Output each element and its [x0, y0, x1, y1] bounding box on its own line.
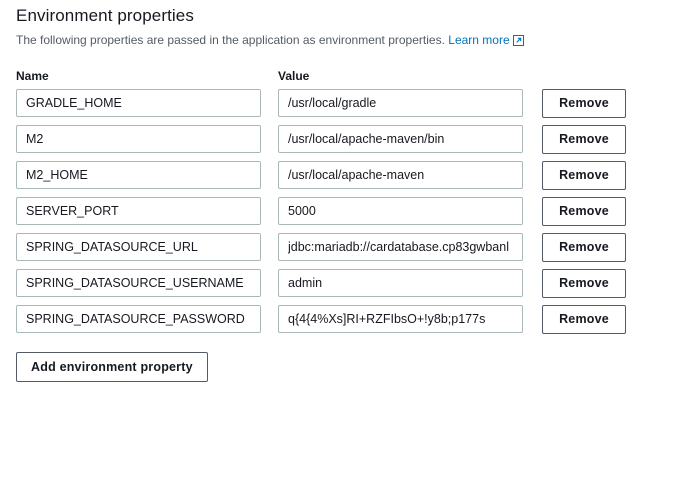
table-row [16, 269, 675, 298]
external-link-icon [513, 34, 524, 51]
property-value-input[interactable] [278, 89, 523, 117]
table-row [16, 161, 675, 190]
table-row [16, 233, 675, 262]
property-value-input[interactable] [278, 197, 523, 225]
remove-button[interactable]: Remove [542, 125, 626, 154]
property-name-input[interactable] [16, 305, 261, 333]
description-text: The following properties are passed in the application as environment properties. [16, 33, 445, 47]
property-value-input[interactable] [278, 161, 523, 189]
property-name-input[interactable] [16, 233, 261, 261]
property-name-input[interactable] [16, 269, 261, 297]
property-value-input[interactable] [278, 233, 523, 261]
property-name-input[interactable] [16, 197, 261, 225]
column-header-value: Value [278, 68, 310, 83]
table-row [16, 125, 675, 154]
learn-more-link[interactable]: Learn more [448, 33, 510, 47]
panel-description [16, 32, 675, 51]
property-value-input[interactable] [278, 269, 523, 297]
property-name-input[interactable] [16, 125, 261, 153]
property-value-input[interactable] [278, 305, 523, 333]
property-name-input[interactable] [16, 161, 261, 189]
table-column-headers [16, 69, 675, 83]
page-title: Environment properties [16, 6, 194, 25]
environment-properties-list [16, 89, 675, 334]
property-name-input[interactable] [16, 89, 261, 117]
table-row [16, 197, 675, 226]
table-row [16, 89, 675, 118]
remove-button[interactable]: Remove [542, 305, 626, 334]
table-row [16, 305, 675, 334]
remove-button[interactable]: Remove [542, 161, 626, 190]
column-header-name: Name [16, 68, 49, 83]
remove-button[interactable]: Remove [542, 233, 626, 262]
remove-button[interactable]: Remove [542, 89, 626, 118]
remove-button[interactable]: Remove [542, 269, 626, 298]
add-environment-property-button[interactable]: Add environment property [16, 352, 208, 382]
remove-button[interactable]: Remove [542, 197, 626, 226]
property-value-input[interactable] [278, 125, 523, 153]
